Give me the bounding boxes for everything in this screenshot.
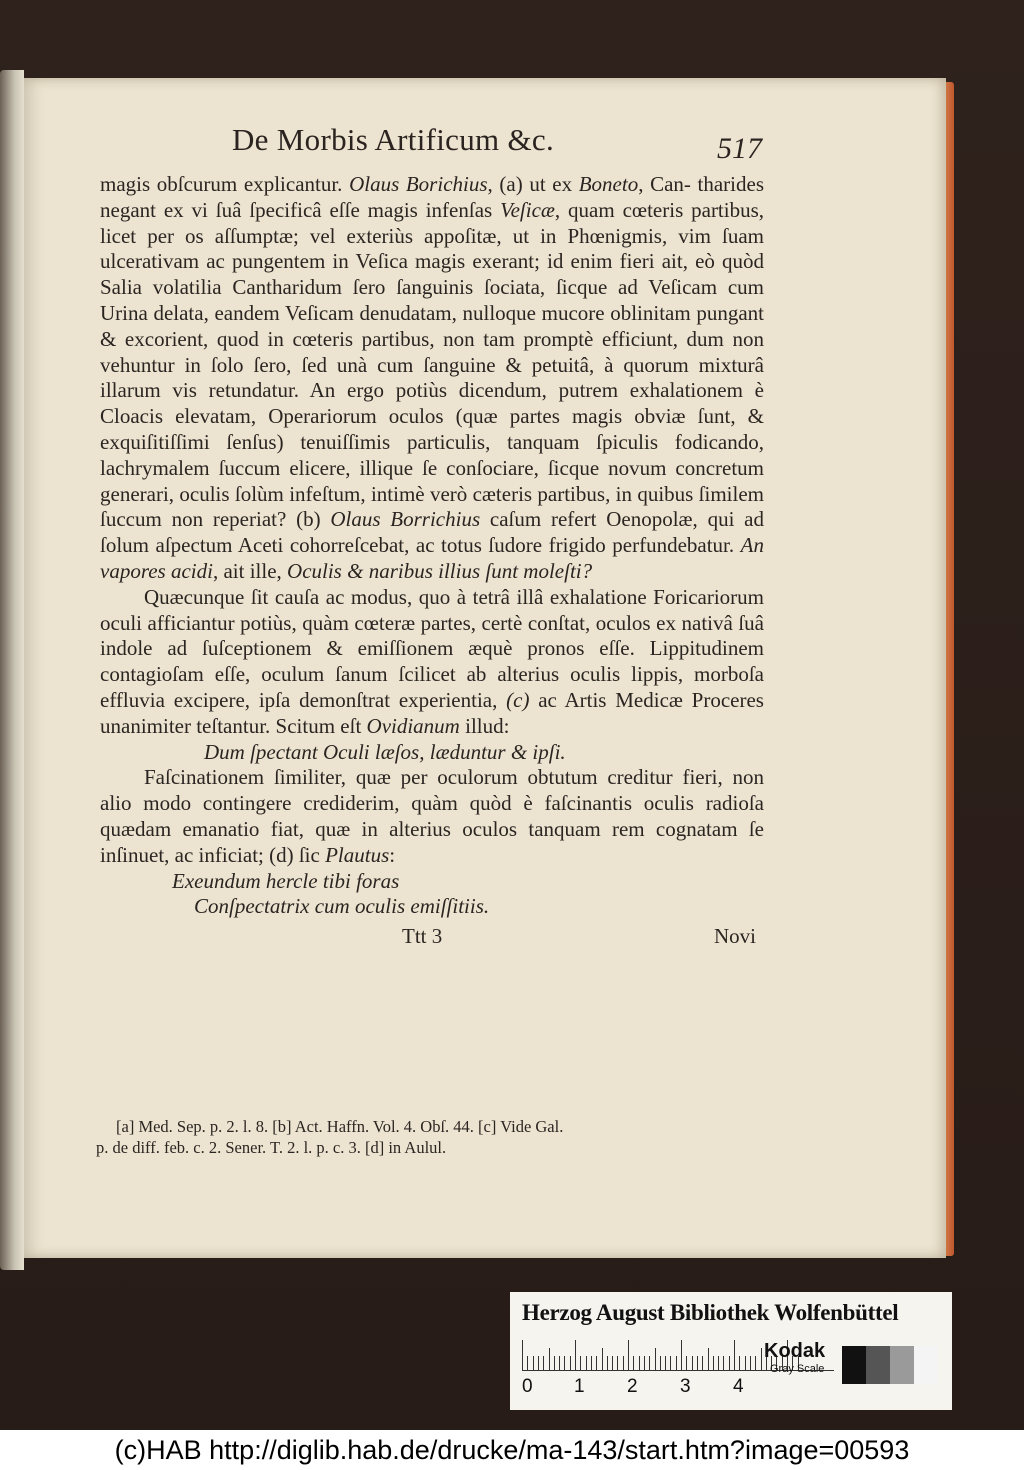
gray-patch [914, 1346, 938, 1384]
ruler-tick [734, 1340, 735, 1370]
ruler-tick [559, 1356, 560, 1370]
signature-mark: Ttt 3 [402, 924, 443, 949]
ruler-number: 1 [574, 1376, 585, 1397]
ruler-tick [628, 1340, 629, 1370]
ruler-tick [702, 1356, 703, 1370]
ruler-tick [681, 1340, 682, 1370]
ruler-tick [543, 1356, 544, 1370]
ruler-tick [713, 1356, 714, 1370]
verse-plautus-2: Conſpectatrix cum oculis emiſſitiis. [194, 894, 490, 919]
ruler-tick [745, 1356, 746, 1370]
verse-ovid: Dum ſpectant Oculi læſos, læduntur & ipſi. [204, 739, 566, 764]
ruler-tick [617, 1356, 618, 1370]
paragraph-1: magis obſcurum explicantur. Olaus Borichius, (a) ut ex Boneto, Can- tharides negant ex vi ſuâ ſpecificâ eſſe magis infenſas Veſicæ, quam cœteris partibus, licet per os aſſumptæ; vel exteriùs appoſitæ, ut in Phœnigmis, vim ſuam ulcerativam ac pungentem in Veſica magis exerant; id enim fieri ait, eò quòd Salia volatilia Cantharidum ſero ſanguinis ſociata, ſicque ad Veſicam cum Urina delata, eandem Veſicam denudatam, nulloque mucore oblinitam pungant & excorient, quod in cœteris partibus, non tam promptè efficiunt, dum non vehuntur in ſolo ſero, ſed unà cum ſanguine & petuitâ, à quorum mixturâ illarum vis retundatur. An ergo potiùs dicendum, putrem exhalationem è Cloacis elevatam, Operariorum oculos (quæ partes magis obviæ ſunt, & exquiſitiſſimi ſenſus) tenuiſſimis particulis, tanquam ſpiculis fodicando, lachrymalem ſuccum elicere, illique ſe conſociare, ſicque novum concretum generari, oculis ſolùm infeſtum, intimè verò cæteris partibus, in quibus ſimilem ſuccum non reperiat? (b) Olaus Borrichius caſum refert Oenopolæ, qui ad ſolum aſpectum Aceti cohorreſcebat, ac totus ſudore frigido perfundebatur. An vapores acidi, ait ille, Oculis & naribus illius ſunt moleſti? [100, 172, 765, 583]
running-head: De Morbis Artificum &c. [232, 122, 555, 157]
ruler-number: 2 [627, 1376, 638, 1397]
ruler-tick [676, 1356, 677, 1370]
ruler-tick [527, 1356, 528, 1370]
gray-scale-label: Gray Scale [770, 1363, 825, 1375]
ruler-tick [580, 1356, 581, 1370]
ruler-tick [602, 1348, 603, 1370]
ruler-tick [612, 1356, 613, 1370]
ruler-tick [670, 1356, 671, 1370]
previous-page-edge [0, 70, 24, 1270]
ruler-tick [639, 1356, 640, 1370]
ruler-tick [692, 1356, 693, 1370]
gray-scale-patches [842, 1346, 938, 1384]
ruler-tick [750, 1356, 751, 1370]
paragraph-3: Faſcinationem ſimiliter, quæ per oculorum obtutum creditur fieri, non alio modo contingere crediderim, quàm quòd è faſcinantis oculis radioſa quædam emanatio fiat, quæ in alterius oculos tanquam rem cognatam ſe inſinuet, ac inficiat; (d) ſic Plautus: [100, 765, 764, 867]
ruler-tick [644, 1356, 645, 1370]
page-number: 517 [717, 132, 762, 165]
ruler-tick [570, 1356, 571, 1370]
paragraph-2: Quæcunque ſit cauſa ac modus, quo à tetrâ illâ exhalatione Foricariorum oculi afficiantur potiùs, quàm cœteræ partes, certè conſtat, oculos ex nativâ ſuâ indole ad ſuſceptionem & emiſſionem æquè pronos eſſe. Lippitudinem contagioſam eſſe, oculum ſanum ſcilicet ab alterius oculis lippis, morboſa effluvia excipere, ipſa demonſtrat experientia, (c) ac Artis Medicæ Proceres unanimiter teſtantur. Scitum eſt Ovidianum illud: [100, 584, 764, 738]
library-title: Herzog August Bibliothek Wolfenbüttel [522, 1300, 899, 1325]
gray-patch [842, 1346, 866, 1384]
ruler-tick [655, 1348, 656, 1370]
verse-plautus-1: Exeundum hercle tibi foras [172, 868, 400, 893]
gray-patch [866, 1346, 890, 1384]
catchword: Novi [714, 924, 756, 949]
ruler-numbers [522, 1376, 852, 1400]
ruler-tick [665, 1356, 666, 1370]
ruler-tick [697, 1356, 698, 1370]
ruler-tick [739, 1356, 740, 1370]
ruler-tick [596, 1356, 597, 1370]
ruler-number: 3 [680, 1376, 691, 1397]
ruler-tick [554, 1356, 555, 1370]
ruler-tick [708, 1348, 709, 1370]
copyright-url: (c)HAB http://diglib.hab.de/drucke/ma-143/start.htm?image=00593 [0, 1430, 1024, 1470]
footnote-line-1: [a] Med. Sep. p. 2. l. 8. [b] Act. Haffn. Vol. 4. Obſ. 44. [c] Vide Gal. [116, 1117, 564, 1136]
ruler-number: 0 [522, 1376, 533, 1397]
ruler-tick [564, 1356, 565, 1370]
ruler-tick [591, 1356, 592, 1370]
ruler-tick [723, 1356, 724, 1370]
library-color-card [510, 1292, 952, 1410]
ruler-tick [575, 1340, 576, 1370]
ruler-tick [533, 1356, 534, 1370]
ruler-tick [538, 1356, 539, 1370]
ruler-tick [755, 1356, 756, 1370]
ruler-tick [686, 1356, 687, 1370]
ruler-tick [633, 1356, 634, 1370]
ruler-tick [729, 1356, 730, 1370]
ruler-tick [623, 1356, 624, 1370]
signature-line [100, 924, 764, 950]
ruler-tick [549, 1348, 550, 1370]
footnotes [96, 1116, 760, 1158]
ruler-tick [761, 1348, 762, 1370]
ruler-tick [586, 1356, 587, 1370]
gray-patch [890, 1346, 914, 1384]
ruler-tick [718, 1356, 719, 1370]
kodak-logo: Kodak [764, 1340, 826, 1362]
body-text [100, 172, 764, 950]
ruler-tick [649, 1356, 650, 1370]
ruler-tick [660, 1356, 661, 1370]
ruler-tick [607, 1356, 608, 1370]
ruler-number: 4 [733, 1376, 744, 1397]
ruler-tick [522, 1340, 523, 1370]
footnote-line-2: p. de diff. feb. c. 2. Sener. T. 2. l. p. c. 3. [d] in Aulul. [96, 1138, 447, 1157]
